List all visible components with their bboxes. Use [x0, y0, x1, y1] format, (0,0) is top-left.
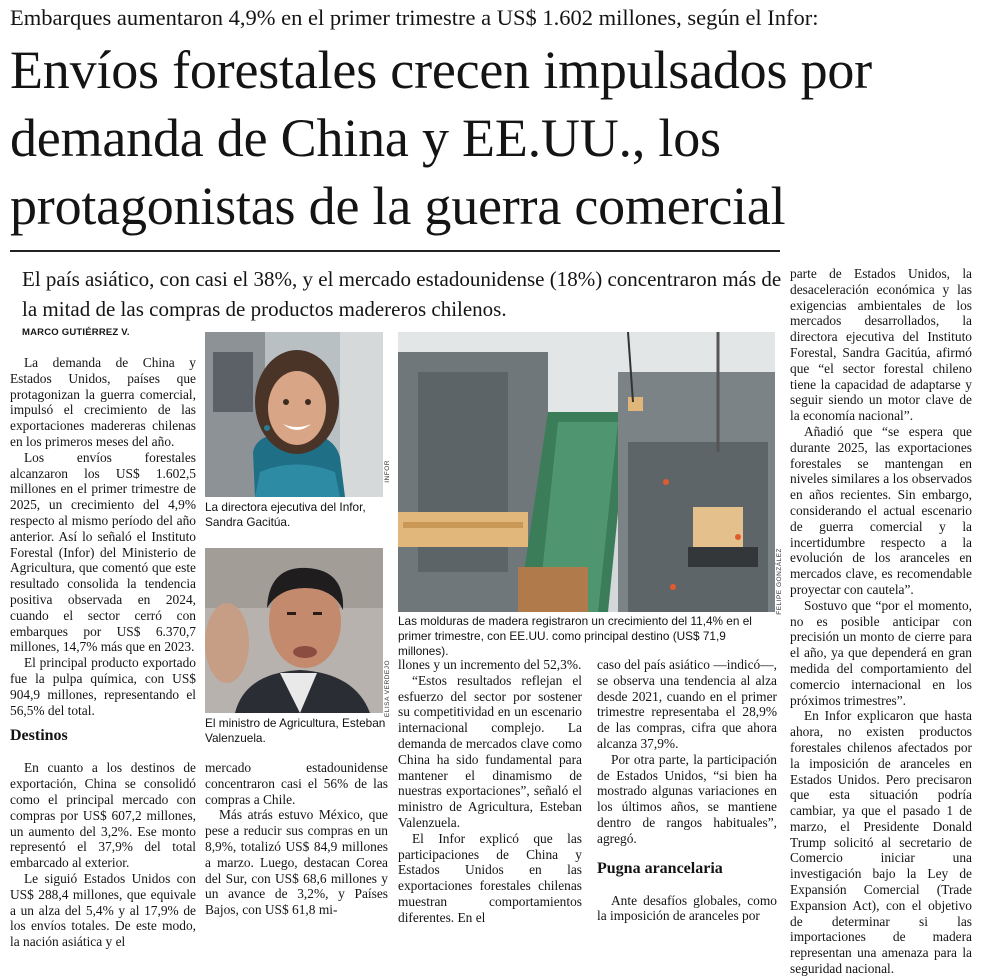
paragraph: Sostuvo que “por el momento, no es posible anticipar con precisión un monto de cierre para el año, ya que dependerá en gran medida del comportamiento del comercio internacional en los próximos trimestres”.: [790, 597, 972, 708]
photo-credit-port: FELIPE GONZÁLEZ: [776, 548, 783, 615]
article-kicker: Embarques aumentaron 4,9% en el primer trimestre a US$ 1.602 millones, según el Infor:: [10, 5, 819, 30]
paragraph: El principal producto exportado fue la pulpa química, con US$ 904,9 millones, representando el 56,5% del total.: [10, 655, 196, 718]
photo-port-lumber: [398, 332, 775, 612]
paragraph: Le siguió Estados Unidos con US$ 288,4 millones, que equivale a un alza del 5,4% y al 17,9% de los envíos totales. De este modo, la nación asiática y el: [10, 870, 196, 950]
caption-port: Las molduras de madera registraron un crecimiento del 11,4% en el primer trimestre, con EE.UU. como principal destino (US$ 71,9 millones).: [398, 614, 752, 658]
text-column-4: [597, 657, 777, 924]
portrait-man-image: [205, 548, 383, 713]
photo-credit-man: ELISA VERDEJO: [384, 660, 391, 718]
caption-man: El ministro de Agricultura, Esteban Valenzuela.: [205, 716, 386, 745]
text-column-2: [205, 742, 388, 918]
paragraph: Los envíos forestales alcanzaron los US$ 1.602,5 millones en el primer trimestre de 2025, un crecimiento del 4,9% respecto al mismo período del año anterior. Así lo señaló el Instituto Forestal (Infor) del Ministerio de Agricultura, que comentó que este resultado consolida la tendencia positiva observada en 2024, cuando el sector cerró con embarques por US$ 6.370,7 millones, 14,7% más que en 2023.: [10, 449, 196, 655]
text-column-1: [10, 355, 196, 950]
photo-esteban-valenzuela: [205, 548, 383, 713]
caption-woman: La directora ejecutiva del Infor, Sandra Gacitúa.: [205, 500, 366, 529]
photo-credit-woman: INFOR: [384, 460, 391, 483]
article-headline: Envíos forestales crecen impulsados por demanda de China y EE.UU., los protagonistas de la guerra comercial: [10, 40, 872, 236]
paragraph: mercado estadounidense concentraron casi el 56% de las compras a Chile.: [205, 760, 388, 807]
paragraph: llones y un incremento del 52,3%.: [398, 657, 582, 672]
paragraph: Por otra parte, la participación de Estados Unidos, “si bien ha mostrado algunas variaciones en los últimos años, se mantiene dentro de rangos habituales”, agregó.: [597, 751, 777, 846]
paragraph: caso del país asiático —indicó—, se observa una tendencia al alza desde 2021, cuando en el primer trimestre representaba el 28,9% de las compras, cifra que ahora alcanza 37,9%.: [597, 657, 777, 751]
paragraph: El Infor explicó que las participaciones de China y Estados Unidos en las exportaciones forestales chilenas muestran comportamientos diferentes. En el: [398, 830, 582, 925]
paragraph: Ante desafíos globales, como la imposición de aranceles por: [597, 892, 777, 924]
article-byline: MARCO GUTIÉRREZ V.: [22, 327, 130, 338]
text-column-3: [398, 657, 582, 926]
subheading-destinos: Destinos: [10, 727, 68, 745]
paragraph: La demanda de China y Estados Unidos, países que protagonizan la guerra comercial, impulsó el crecimiento de las exportaciones madereras chilenas en los primeros meses del año.: [10, 355, 196, 449]
article-deck: El país asiático, con casi el 38%, y el mercado estadounidense (18%) concentraron más de la mitad de las compras de productos madereros chilenos.: [22, 267, 782, 321]
subheading-pugna-arancelaria: Pugna arancelaria: [597, 859, 723, 877]
photo-sandra-gacitua: [205, 332, 383, 497]
text-column-5: [790, 266, 972, 977]
paragraph: “Estos resultados reflejan el esfuerzo del sector por sostener su competitividad en un escenario internacional complejo. La demanda de mercados clave como China ha sido fundamental para mantener el dinamismo de nuestras exportaciones”, señaló el ministro de Agricultura, Esteban Valenzuela.: [398, 672, 582, 830]
portrait-woman-image: [205, 332, 383, 497]
paragraph: En Infor explicaron que hasta ahora, no existen productos forestales chilenos afectados por la imposición de aranceles en Estados Unidos. Pero precisaron que esta situación podría cambiar, ya que el pasado 1 de marzo, el Presidente Donald Trump solicitó al secretario de Comercio iniciar una investigación bajo la Ley de Expansión Comercial (Trade Expansion Act), con el objetivo de determinar si las importaciones de madera representan una amenaza para la seguridad nacional.: [790, 708, 972, 977]
paragraph: Más atrás estuvo México, que pese a reducir sus compras en un 8,9%, totalizó US$ 84,9 millones a marzo. Luego, destacan Corea del Sur, con US$ 68,6 millones y un avance de 3,2%, y Países Bajos, con US$ 61,8 mi-: [205, 807, 388, 918]
paragraph: En cuanto a los destinos de exportación, China se consolidó como el principal mercado con compras por US$ 607,2 millones, un aumento del 3,2%. Ese monto representó el 37,9% del total embarcado al exterior.: [10, 760, 196, 871]
headline-divider: [10, 250, 780, 252]
port-ship-image: [398, 332, 775, 612]
paragraph: Añadió que “se espera que durante 2025, las exportaciones forestales se mantengan en niveles similares a los observados en años recientes. Sin embargo, considerando el actual escenario de guerra comercial y la incertidumbre respecto a la evolución de los aranceles en mercados clave, es recomendable proyectar con cautela”.: [790, 423, 972, 597]
paragraph: parte de Estados Unidos, la desaceleración económica y las exigencias ambientales de los mercados desarrollados, la directora ejecutiva del Instituto Forestal, Sandra Gacitúa, afirmó que “el sector forestal chileno tiene la capacidad de adaptarse y seguir siendo un motor clave de la economía nacional”.: [790, 266, 972, 424]
